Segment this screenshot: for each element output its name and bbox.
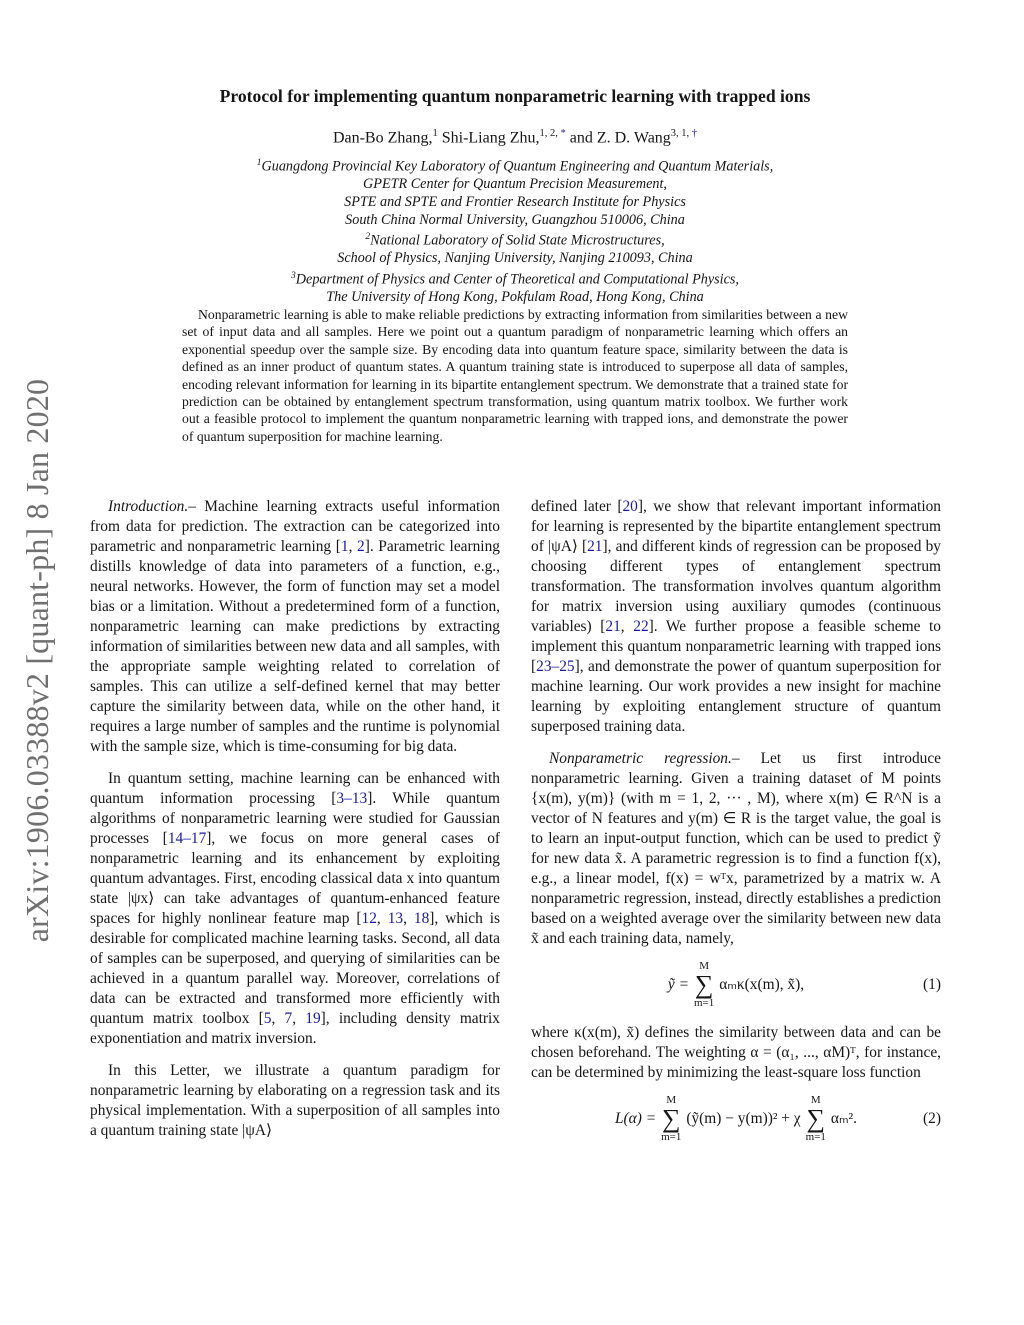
equation-2-middle: (ỹ(m) − y(m))² + χ [686, 1110, 801, 1127]
citation-link[interactable]: 20 [622, 498, 638, 515]
author-3-footnote-link[interactable]: † [691, 128, 698, 139]
author-2: Shi-Liang Zhu, [441, 129, 540, 147]
affiliation-line: SPTE and SPTE and Frontier Research Institute for Physics [344, 193, 686, 210]
summation-symbol: M ∑ m=1 [661, 1094, 682, 1143]
author-1-affil: 1 [432, 128, 438, 139]
abstract: Nonparametric learning is able to make reliable predictions by extracting information from similarities between a new set of input data and all samples. Here we point out a quantum paradigm of nonparametric learning which offers an exponential speedup over the sample size. By encoding data into quantum feature space, similarity between the data is defined as an inner product of quantum states. A quantum training state is introduced to superpose all data of samples, encoding relevant information for learning in its bipartite entanglement spectrum. We demonstrate that a trained state for prediction can be obtained by entanglement spectrum transformation, using quantum matrix toolbox. We further work out a feasible protocol to implement the quantum nonparametric learning with trapped ions, and demonstrate the power of quantum superposition for machine learning. [182, 307, 848, 444]
equation-1-rhs: αₘκ(x(m), x̃), [719, 976, 805, 993]
author-3-affil: 3, 1, [670, 128, 692, 139]
right-column [531, 497, 941, 1157]
citation-link[interactable]: 22 [633, 618, 649, 635]
paragraph-nonparametric-regression: Nonparametric regression.– Let us first introduce nonparametric learning. Given a training dataset of M points {x(m), y(m)} (with m = 1, 2, ··· , M), where x(m) ∈ R^N is a vector of N features and y(m) ∈ R is the target value, the goal is to learn an input-output function, which can be used to predict ỹ for new data x̃. A parametric regression is to find a function f(x), e.g., a linear model, f(x) = wᵀx, parametrized by a matrix w. A nonparametric regression, instead, directly establishes a prediction based on a weighted average over the similarity between new data x̃ and each training data, namely, [531, 750, 942, 947]
citation-link[interactable]: 18 [413, 910, 430, 927]
citation-link[interactable]: 14–17 [167, 830, 207, 847]
paragraph-continued: defined later [20], we show that relevant important information for learning is represented by the bipartite entanglement spectrum of |ψA⟩ [21], and different kinds of regression can be proposed by choosing different types of entanglement spectrum transformation. The transformation involves quantum algorithm for matrix inversion using auxiliary qumodes (continuous variables) [21, 22]. We further propose a feasible scheme to implement this quantum nonparametric learning with trapped ions [23–25], and demonstrate the power of quantum superposition for machine learning. Our work provides a new insight for machine learning by exploiting entanglement structure of quantum superposed training data. [531, 498, 942, 735]
summation-symbol: M ∑ m=1 [805, 1094, 826, 1143]
citation-link[interactable]: 19 [305, 1010, 321, 1027]
affiliations [100, 155, 930, 307]
arxiv-stamp [8, 310, 68, 1010]
arxiv-stamp-text: arXiv:1906.03388v2 [quant-ph] 8 Jan 2020 [19, 378, 56, 942]
citation-link[interactable]: 21 [587, 538, 603, 555]
citation-link[interactable]: 1 [340, 538, 349, 555]
equation-2-rhs: αₘ². [830, 1110, 858, 1127]
paragraph-introduction: Introduction.– Machine learning extracts useful information from data for prediction. The extraction can be categorized into parametric and nonparametric learning [1, 2]. Parametric learning distills knowledge of data into parameters of a function, e.g., neural networks. However, the form of function may set a model bias or a limitation. Without a predetermined form of a function, nonparametric learning can make predictions by extracting information of similarities between new data and all samples, with the appropriate sample weighting related to correlation of samples. This can utilize a self-defined kernel that may better capture the similarity between data, while on the other hand, it requires a large number of samples and the runtime is polynomial with the sample size, which is time-consuming for big data. [90, 498, 500, 755]
citation-link[interactable]: 5 [263, 1010, 272, 1027]
left-column [90, 497, 500, 1153]
paragraph-similarity: where κ(x(m), x̃) defines the similarity between data and can be chosen beforehand. The weighting α = (α₁, ..., αM)ᵀ, for instance, can be determined by minimizing the least-square loss function [531, 1024, 941, 1081]
equation-1-number: (1) [923, 976, 941, 993]
citation-link[interactable]: 21 [605, 618, 621, 635]
paper-title: Protocol for implementing quantum nonparametric learning with trapped ions [219, 86, 811, 106]
equation-2-number: (2) [923, 1110, 941, 1127]
citation-link[interactable]: 12 [361, 910, 377, 927]
citation-link[interactable]: 3–13 [336, 790, 368, 807]
summation-symbol: M ∑ m=1 [693, 960, 715, 1009]
affiliation-line: The University of Hong Kong, Pokfulam Road, Hong Kong, China [326, 289, 704, 306]
equation-2 [531, 1095, 941, 1143]
affiliation-line: $^2$National Laboratory of Solid State Microstructures, [365, 232, 665, 249]
equation-1-lhs: ỹ = [667, 976, 689, 993]
author-list [100, 128, 930, 147]
equation-2-lhs: L(α) = [614, 1110, 657, 1127]
paragraph-quantum-setting: In quantum setting, machine learning can be enhanced with quantum information processing [3–13]. While quantum algorithms of nonparametric learning were studied for Gaussian processes [14–17], we focus on more general cases of nonparametric learning and its enhancement by exploiting quantum advantages. First, encoding classical data x into quantum state |ψx⟩ can take advantages of quantum-enhanced feature spaces for highly nonlinear feature map [12, 13, 18], which is desirable for complicated machine learning tasks. Second, all data of samples can be superposed, and querying of similarities can be achieved in a quantum parallel way. Moreover, correlations of data can be extracted and transformed more efficiently with quantum matrix toolbox [5, 7, 19], including density matrix exponentiation and matrix inversion. [90, 770, 501, 1047]
author-2-affil: 1, 2, [539, 128, 561, 139]
affiliation-line: GPETR Center for Quantum Precision Measurement, [363, 176, 667, 193]
affiliation-line: $^1$Guangdong Provincial Key Laboratory of Quantum Engineering and Quantum Materials, [256, 158, 774, 175]
citation-link[interactable]: 23–25 [536, 658, 575, 675]
author-2-footnote-link[interactable]: * [560, 128, 566, 139]
citation-link[interactable]: 2 [357, 538, 365, 555]
affiliation-line: South China Normal University, Guangzhou 510006, China [345, 211, 685, 228]
author-1: Dan-Bo Zhang, [332, 129, 433, 147]
citation-link[interactable]: 13 [387, 910, 404, 927]
affiliation-line: School of Physics, Nanjing University, Nanjing 210093, China [337, 250, 693, 267]
affiliation-line: $^3$Department of Physics and Center of Theoretical and Computational Physics, [291, 271, 739, 288]
equation-1 [531, 961, 941, 1009]
paragraph-this-letter: In this Letter, we illustrate a quantum paradigm for nonparametric learning by elaborating on a regression task and its physical implementation. With a superposition of all samples into a quantum training state |ψA⟩ [90, 1062, 500, 1139]
citation-link[interactable]: 7 [284, 1010, 293, 1027]
author-3: and Z. D. Wang [569, 129, 671, 147]
